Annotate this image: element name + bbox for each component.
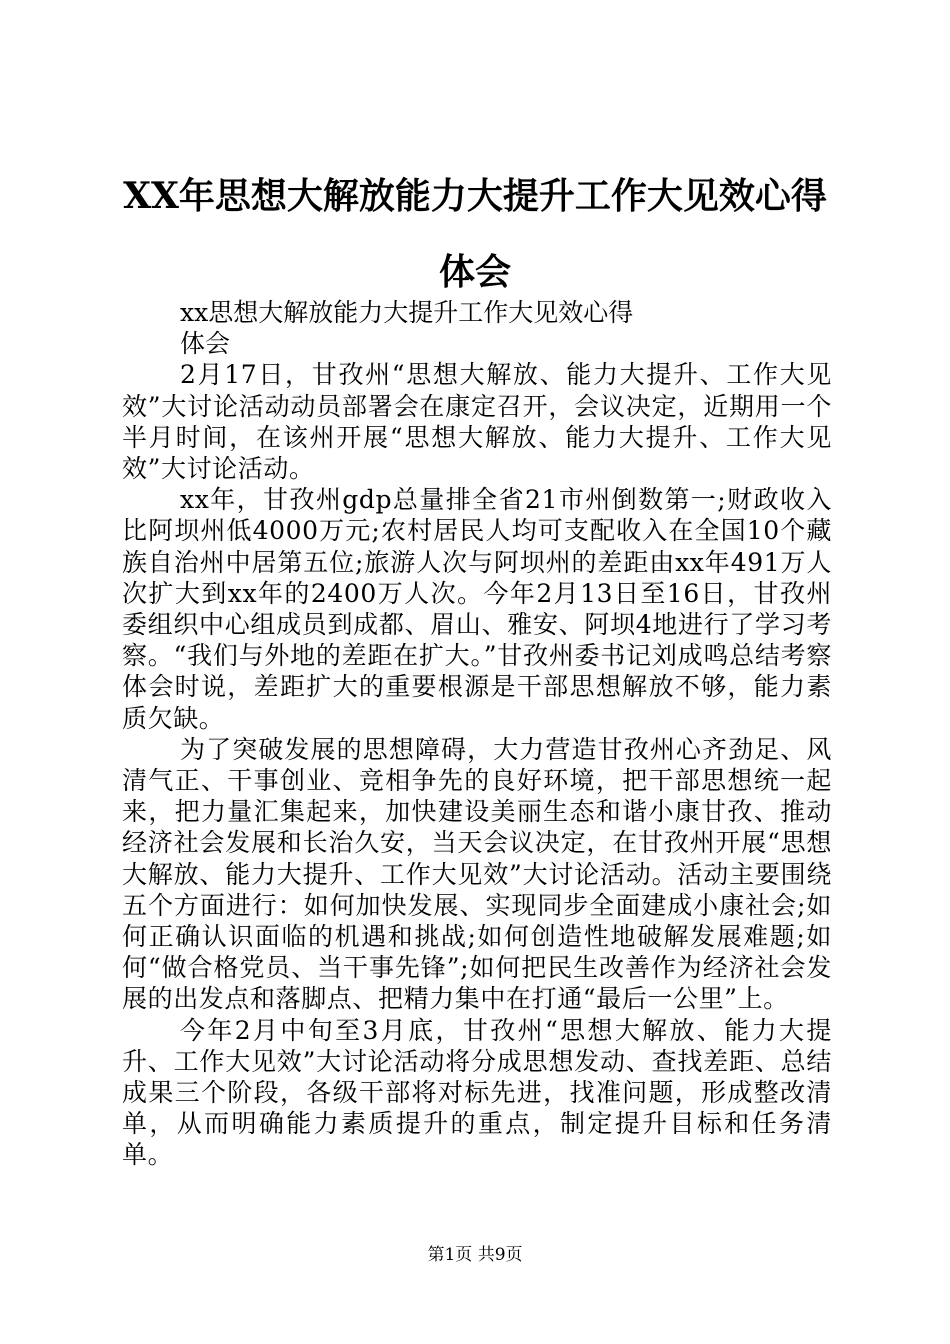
page-number-footer: 第1页 共9页 (427, 1245, 523, 1265)
paragraph-4: 今年2月中旬至3月底，甘孜州“思想大解放、能力大提升、工作大见效”大讨论活动将分成思想发动、查找差距、总结成果三个阶段，各级干部将对标先进，找准问题，形成整改清单，从而明确能力素质提升的重点，制定提升目标和任务清单。 (122, 1015, 832, 1170)
document-subtitle: xx思想大解放能力大提升工作大见效心得体会 (180, 298, 634, 359)
paragraph-2: xx年，甘孜州gdp总量排全省21市州倒数第一;财政收入比阿坝州低4000万元;农村居民人均可支配收入在全国10个藏族自治州中居第五位;旅游人次与阿坝州的差距由xx年491万人次扩大到xx年的2400万人次。今年2月13日至16日，甘孜州委组织中心组成员到成都、眉山、雅安、阿坝4地进行了学习考察。“我们与外地的差距在扩大。”甘孜州委书记刘成鸣总结考察体会时说，差距扩大的重要根源是干部思想解放不够，能力素质欠缺。 (122, 485, 832, 733)
document-title: XX年思想大解放能力大提升工作大见效心得体会 (123, 175, 827, 293)
paragraph-3: 为了突破发展的思想障碍，大力营造甘孜州心齐劲足、风清气正、干事创业、竞相争先的良好环境，把干部思想统一起来，把力量汇集起来，加快建设美丽生态和谐小康甘孜、推动经济社会发展和长治久安，当天会议决定，在甘孜州开展“思想大解放、能力大提升、工作大见效”大讨论活动。活动主要围绕五个方面进行：如何加快发展、实现同步全面建成小康社会;如何正确认识面临的机遇和挑战;如何创造性地破解发展难题;如何“做合格党员、当干事先锋”;如何把民生改善作为经济社会发展的出发点和落脚点、把精力集中在打通“最后一公里”上。 (122, 734, 832, 1014)
document-body (122, 297, 832, 1171)
paragraph-1: 2月17日，甘孜州“思想大解放、能力大提升、工作大见效”大讨论活动动员部署会在康定召开，会议决定，近期用一个半月时间，在该州开展“思想大解放、能力大提升、工作大见效”大讨论活动。 (122, 360, 832, 484)
